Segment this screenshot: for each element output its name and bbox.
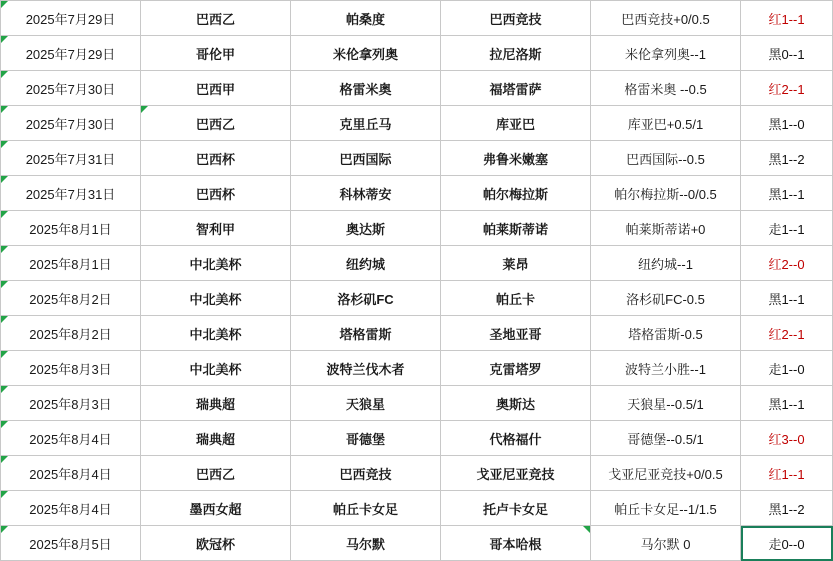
- table-row: [1, 456, 833, 491]
- cell-league-text: 欧冠杯: [195, 536, 235, 552]
- cell-date-text: 2025年8月4日: [29, 501, 112, 517]
- cell-recommendation-text: 天狼星--0.5/1: [627, 396, 704, 412]
- cell-home-team-text: 帕桑度: [345, 11, 385, 27]
- comment-marker-icon: [1, 106, 8, 113]
- cell-league[interactable]: [141, 526, 291, 561]
- cell-recommendation-text: 哥德堡--0.5/1: [627, 431, 704, 447]
- cell-away-team-text: 拉尼洛斯: [489, 46, 542, 62]
- cell-league[interactable]: [141, 36, 291, 71]
- cell-date[interactable]: [1, 246, 141, 281]
- cell-date-text: 2025年7月30日: [25, 81, 116, 97]
- cell-away-team[interactable]: [441, 246, 591, 281]
- cell-away-team-text: 戈亚尼亚竞技: [476, 466, 555, 482]
- table-row: [1, 386, 833, 421]
- cell-away-team-text: 奥斯达: [495, 396, 535, 412]
- cell-away-team[interactable]: [441, 421, 591, 456]
- cell-recommendation[interactable]: [591, 211, 741, 246]
- cell-result[interactable]: [741, 246, 833, 281]
- cell-away-team-text: 帕丘卡: [495, 291, 535, 307]
- cell-date-text: 2025年7月31日: [25, 151, 116, 167]
- cell-league-text: 中北美杯: [189, 291, 242, 307]
- table-row: [1, 246, 833, 281]
- cell-recommendation[interactable]: [591, 1, 741, 36]
- table-row: [1, 351, 833, 386]
- cell-league[interactable]: [141, 351, 291, 386]
- cell-result[interactable]: [741, 36, 833, 71]
- cell-date-text: 2025年8月4日: [29, 431, 112, 447]
- cell-home-team-text: 洛杉矶FC: [337, 291, 394, 307]
- cell-result-text: 黑1--1: [768, 291, 805, 307]
- cell-date[interactable]: [1, 176, 141, 211]
- cell-recommendation[interactable]: [591, 141, 741, 176]
- cell-league[interactable]: [141, 141, 291, 176]
- cell-away-team[interactable]: [441, 36, 591, 71]
- cell-recommendation[interactable]: [591, 71, 741, 106]
- table-row: [1, 176, 833, 211]
- cell-home-team-text: 巴西竞技: [339, 466, 392, 482]
- cell-date[interactable]: [1, 71, 141, 106]
- cell-recommendation[interactable]: [591, 316, 741, 351]
- cell-result-text: 黑1--2: [768, 151, 805, 167]
- cell-recommendation-text: 库亚巴+0.5/1: [627, 116, 704, 132]
- cell-date-text: 2025年8月2日: [29, 291, 112, 307]
- comment-marker-icon: [1, 456, 8, 463]
- cell-date-text: 2025年8月2日: [29, 326, 112, 342]
- comment-marker-icon: [1, 316, 8, 323]
- table-row: [1, 281, 833, 316]
- cell-result[interactable]: [741, 316, 833, 351]
- cell-away-team-text: 巴西竞技: [489, 11, 542, 27]
- cell-home-team-text: 波特兰伐木者: [326, 361, 405, 377]
- cell-league-text: 巴西乙: [195, 116, 235, 132]
- comment-marker-icon: [1, 71, 8, 78]
- cell-result[interactable]: [741, 526, 833, 561]
- cell-date-text: 2025年8月5日: [29, 536, 112, 552]
- comment-marker-icon: [1, 246, 8, 253]
- cell-result-text: 红1--1: [768, 11, 805, 27]
- cell-away-team-text: 托卢卡女足: [482, 501, 548, 517]
- table-row: [1, 71, 833, 106]
- comment-marker-icon: [1, 281, 8, 288]
- cell-date-text: 2025年7月29日: [25, 11, 116, 27]
- cell-recommendation[interactable]: [591, 491, 741, 526]
- cell-recommendation[interactable]: [591, 386, 741, 421]
- table-row: [1, 211, 833, 246]
- cell-league[interactable]: [141, 211, 291, 246]
- cell-recommendation[interactable]: [591, 176, 741, 211]
- cell-recommendation-text: 巴西竞技+0/0.5: [621, 11, 710, 27]
- cell-recommendation-text: 帕尔梅拉斯--0/0.5: [614, 186, 717, 202]
- cell-league[interactable]: [141, 456, 291, 491]
- cell-league-text: 巴西乙: [195, 466, 235, 482]
- comment-marker-icon: [1, 141, 8, 148]
- cell-date[interactable]: [1, 386, 141, 421]
- cell-away-team-text: 莱昂: [502, 256, 529, 272]
- cell-away-team-text: 克雷塔罗: [489, 361, 542, 377]
- cell-date-text: 2025年8月3日: [29, 361, 112, 377]
- cell-result-text: 红2--1: [768, 326, 805, 342]
- cell-home-team[interactable]: [291, 36, 441, 71]
- cell-result-text: 走1--0: [768, 361, 805, 377]
- cell-home-team[interactable]: [291, 456, 441, 491]
- cell-home-team[interactable]: [291, 281, 441, 316]
- comment-marker-icon: [1, 386, 8, 393]
- cell-result-text: 红2--1: [768, 81, 805, 97]
- cell-away-team[interactable]: [441, 211, 591, 246]
- cell-away-team[interactable]: [441, 1, 591, 36]
- cell-league[interactable]: [141, 316, 291, 351]
- cell-recommendation-text: 波特兰小胜--1: [625, 361, 706, 377]
- cell-date[interactable]: [1, 351, 141, 386]
- table-row: [1, 526, 833, 561]
- cell-league[interactable]: [141, 1, 291, 36]
- cell-league-text: 中北美杯: [189, 256, 242, 272]
- cell-recommendation-text: 洛杉矶FC-0.5: [626, 291, 705, 307]
- cell-date-text: 2025年8月1日: [29, 256, 112, 272]
- cell-league[interactable]: [141, 386, 291, 421]
- cell-home-team-text: 科林蒂安: [339, 186, 392, 202]
- cell-home-team-text: 塔格雷斯: [339, 326, 392, 342]
- cell-home-team[interactable]: [291, 106, 441, 141]
- cell-home-team[interactable]: [291, 1, 441, 36]
- cell-result-text: 红3--0: [768, 431, 805, 447]
- cell-recommendation-text: 戈亚尼亚竞技+0/0.5: [608, 466, 723, 482]
- cell-result[interactable]: [741, 176, 833, 211]
- cell-result[interactable]: [741, 71, 833, 106]
- cell-away-team[interactable]: [441, 106, 591, 141]
- cell-date[interactable]: [1, 491, 141, 526]
- cell-recommendation-text: 巴西国际--0.5: [626, 151, 705, 167]
- cell-home-team-text: 克里丘马: [339, 116, 392, 132]
- cell-league-text: 巴西杯: [195, 186, 235, 202]
- cell-recommendation[interactable]: [591, 351, 741, 386]
- cell-home-team[interactable]: [291, 141, 441, 176]
- cell-result[interactable]: [741, 106, 833, 141]
- comment-marker-icon: [1, 421, 8, 428]
- cell-league[interactable]: [141, 246, 291, 281]
- cell-away-team-text: 帕莱斯蒂诺: [482, 221, 548, 237]
- cell-away-team-text: 帕尔梅拉斯: [482, 186, 548, 202]
- cell-league-text: 中北美杯: [189, 361, 242, 377]
- cell-result[interactable]: [741, 386, 833, 421]
- cell-result-text: 红1--1: [768, 466, 805, 482]
- cell-league[interactable]: [141, 281, 291, 316]
- cell-recommendation-text: 塔格雷斯-0.5: [628, 326, 703, 342]
- table-row: [1, 141, 833, 176]
- cell-recommendation[interactable]: [591, 421, 741, 456]
- cell-result-text: 走1--1: [768, 221, 805, 237]
- cell-date[interactable]: [1, 456, 141, 491]
- cell-away-team[interactable]: [441, 491, 591, 526]
- cell-home-team-text: 奥达斯: [345, 221, 385, 237]
- cell-away-team[interactable]: [441, 281, 591, 316]
- cell-result-text: 黑1--0: [768, 116, 805, 132]
- cell-recommendation[interactable]: [591, 246, 741, 281]
- cell-home-team-text: 天狼星: [345, 396, 385, 412]
- cell-away-team-text: 库亚巴: [495, 116, 535, 132]
- cell-date-text: 2025年8月1日: [29, 221, 112, 237]
- comment-marker-icon: [1, 211, 8, 218]
- cell-result[interactable]: [741, 491, 833, 526]
- cell-home-team[interactable]: [291, 526, 441, 561]
- cell-result[interactable]: [741, 281, 833, 316]
- cell-date[interactable]: [1, 211, 141, 246]
- table-row: [1, 421, 833, 456]
- cell-league-text: 巴西甲: [195, 81, 235, 97]
- cell-home-team[interactable]: [291, 176, 441, 211]
- cell-result[interactable]: [741, 211, 833, 246]
- cell-away-team[interactable]: [441, 316, 591, 351]
- cell-result[interactable]: [741, 1, 833, 36]
- cell-away-team[interactable]: [441, 176, 591, 211]
- comment-marker-icon: [1, 1, 8, 8]
- cell-home-team-text: 帕丘卡女足: [332, 501, 398, 517]
- comment-marker-icon: [141, 106, 148, 113]
- cell-date-text: 2025年8月3日: [29, 396, 112, 412]
- cell-date-text: 2025年7月31日: [25, 186, 116, 202]
- cell-result-text: 黑1--2: [768, 501, 805, 517]
- cell-recommendation-text: 帕丘卡女足--1/1.5: [614, 501, 717, 517]
- table-row: [1, 316, 833, 351]
- table-row: [1, 36, 833, 71]
- cell-recommendation[interactable]: [591, 281, 741, 316]
- cell-date-text: 2025年8月4日: [29, 466, 112, 482]
- cell-date[interactable]: [1, 421, 141, 456]
- cell-date[interactable]: [1, 141, 141, 176]
- cell-recommendation[interactable]: [591, 456, 741, 491]
- cell-date[interactable]: [1, 1, 141, 36]
- table-row: [1, 106, 833, 141]
- cell-recommendation-text: 格雷米奥 --0.5: [624, 81, 707, 97]
- cell-home-team[interactable]: [291, 246, 441, 281]
- cell-home-team[interactable]: [291, 316, 441, 351]
- cell-date[interactable]: [1, 316, 141, 351]
- comment-marker-icon: [1, 526, 8, 533]
- cell-recommendation[interactable]: [591, 526, 741, 561]
- cell-date[interactable]: [1, 281, 141, 316]
- cell-date[interactable]: [1, 526, 141, 561]
- cell-recommendation-text: 帕莱斯蒂诺+0: [625, 221, 706, 237]
- cell-away-team-text: 圣地亚哥: [489, 326, 542, 342]
- comment-marker-icon: [583, 526, 590, 533]
- cell-league[interactable]: [141, 491, 291, 526]
- cell-league-text: 智利甲: [195, 221, 235, 237]
- cell-league-text: 墨西女超: [189, 501, 242, 517]
- cell-league[interactable]: [141, 106, 291, 141]
- cell-recommendation[interactable]: [591, 106, 741, 141]
- cell-league[interactable]: [141, 421, 291, 456]
- cell-recommendation-text: 米伦拿列奥--1: [625, 46, 706, 62]
- cell-home-team-text: 巴西国际: [339, 151, 392, 167]
- cell-home-team[interactable]: [291, 491, 441, 526]
- cell-home-team-text: 马尔默: [345, 536, 385, 552]
- cell-league-text: 瑞典超: [195, 396, 235, 412]
- comment-marker-icon: [1, 491, 8, 498]
- cell-home-team[interactable]: [291, 421, 441, 456]
- cell-home-team-text: 格雷米奥: [339, 81, 392, 97]
- cell-result[interactable]: [741, 141, 833, 176]
- cell-date[interactable]: [1, 106, 141, 141]
- cell-away-team[interactable]: [441, 386, 591, 421]
- cell-league-text: 巴西乙: [195, 11, 235, 27]
- cell-result-text: 走0--0: [768, 536, 805, 552]
- cell-home-team-text: 纽约城: [345, 256, 385, 272]
- cell-away-team[interactable]: [441, 351, 591, 386]
- cell-result-text: 红2--0: [768, 256, 805, 272]
- cell-away-team[interactable]: [441, 526, 591, 561]
- cell-league-text: 瑞典超: [195, 431, 235, 447]
- cell-away-team-text: 弗鲁米嫩塞: [482, 151, 548, 167]
- table-row: [1, 1, 833, 36]
- cell-league-text: 巴西杯: [195, 151, 235, 167]
- cell-away-team-text: 福塔雷萨: [489, 81, 542, 97]
- cell-date-text: 2025年7月29日: [25, 46, 116, 62]
- cell-league[interactable]: [141, 71, 291, 106]
- cell-away-team[interactable]: [441, 141, 591, 176]
- cell-home-team[interactable]: [291, 351, 441, 386]
- cell-result-text: 黑1--1: [768, 396, 805, 412]
- cell-date[interactable]: [1, 36, 141, 71]
- cell-away-team[interactable]: [441, 71, 591, 106]
- cell-recommendation-text: 马尔默 0: [640, 536, 691, 552]
- cell-league-text: 哥伦甲: [195, 46, 235, 62]
- cell-result[interactable]: [741, 421, 833, 456]
- cell-result[interactable]: [741, 351, 833, 386]
- comment-marker-icon: [1, 351, 8, 358]
- cell-date-text: 2025年7月30日: [25, 116, 116, 132]
- cell-result-text: 黑0--1: [768, 46, 805, 62]
- cell-home-team[interactable]: [291, 386, 441, 421]
- table-row: [1, 491, 833, 526]
- cell-league-text: 中北美杯: [189, 326, 242, 342]
- cell-recommendation[interactable]: [591, 36, 741, 71]
- cell-result-text: 黑1--1: [768, 186, 805, 202]
- comment-marker-icon: [1, 36, 8, 43]
- cell-away-team-text: 代格福什: [489, 431, 542, 447]
- cell-home-team-text: 米伦拿列奥: [332, 46, 398, 62]
- cell-home-team-text: 哥德堡: [345, 431, 385, 447]
- cell-away-team[interactable]: [441, 456, 591, 491]
- comment-marker-icon: [1, 176, 8, 183]
- cell-result[interactable]: [741, 456, 833, 491]
- cell-recommendation-text: 纽约城--1: [638, 256, 693, 272]
- cell-home-team[interactable]: [291, 71, 441, 106]
- cell-home-team[interactable]: [291, 211, 441, 246]
- cell-away-team-text: 哥本哈根: [489, 536, 542, 552]
- cell-league[interactable]: [141, 176, 291, 211]
